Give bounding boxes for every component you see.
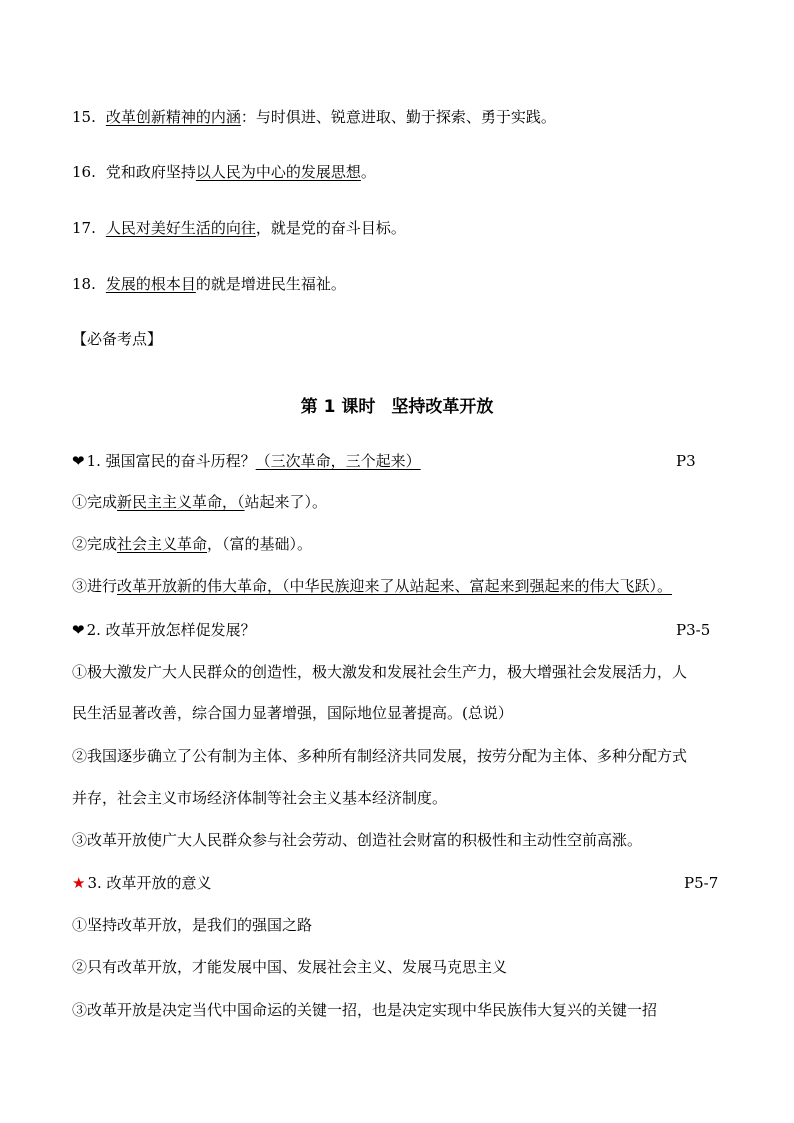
section-label: 【必备考点】 (72, 330, 163, 348)
question-1-line-1: ①完成新民主主义革命，（站起来了）。 (72, 493, 328, 511)
question-3-heading: ★ 3. 改革开放的意义 (72, 874, 212, 892)
question-2-line-4: 并存，社会主义市场经济体制等社会主义基本经济制度。 (72, 789, 448, 807)
question-1-heading: ❤ 1. 强国富民的奋斗历程？（三次革命，三个起来） (72, 452, 421, 470)
question-3-page-ref: P5-7 (684, 874, 719, 892)
heart-icon: ❤ (72, 621, 85, 639)
item-17-keyword: 人民对美好生活的向往 (105, 219, 256, 237)
question-2-heading: ❤ 2. 改革开放怎样促发展？ (72, 621, 256, 639)
question-3-line-1: ①坚持改革开放，是我们的强国之路 (72, 916, 313, 934)
lesson-title: 第 1 课时 坚持改革开放 (300, 397, 494, 417)
star-icon: ★ (72, 874, 86, 892)
question-1-page-ref: P3 (676, 452, 696, 470)
item-18: 18. 发展的根本目的就是增进民生福祉。 (72, 275, 346, 293)
item-15: 15. 改革创新精神的内涵：与时俱进、锐意进取、勤于探索、勇于实践。 (72, 108, 556, 126)
question-1-line-2: ②完成社会主义革命，（富的基础）。 (72, 535, 313, 553)
item-15-keyword: 改革创新精神的内涵 (105, 108, 241, 126)
question-1-line-3: ③进行改革开放新的伟大革命，（中华民族迎来了从站起来、富起来到强起来的伟大飞跃）。 (72, 577, 673, 595)
question-2-line-5: ③改革开放使广大人民群众参与社会劳动、创造社会财富的积极性和主动性空前高涨。 (72, 831, 643, 849)
item-18-keyword: 发展的根本目 (105, 275, 196, 293)
question-2-page-ref: P3-5 (676, 621, 711, 639)
item-16-keyword: 以人民为中心的发展思想 (195, 163, 361, 181)
question-3-line-2: ②只有改革开放，才能发展中国、发展社会主义、发展马克思主义 (72, 958, 508, 976)
question-3-line-3: ③改革开放是决定当代中国命运的关键一招，也是决定实现中华民族伟大复兴的关键一招 (72, 1001, 658, 1019)
question-2-line-2: 民生活显著改善，综合国力显著增强，国际地位显著提高。(总说） (72, 704, 513, 722)
item-17: 17. 人民对美好生活的向往，就是党的奋斗目标。 (72, 219, 406, 237)
heart-icon: ❤ (72, 452, 85, 470)
question-2-line-3: ②我国逐步确立了公有制为主体、多种所有制经济共同发展，按劳分配为主体、多种分配方式 (72, 747, 688, 765)
question-2-line-1: ①极大激发广大人民群众的创造性，极大激发和发展社会生产力，极大增强社会发展活力，人 (72, 663, 688, 681)
item-16: 16. 党和政府坚持以人民为中心的发展思想。 (72, 163, 376, 181)
